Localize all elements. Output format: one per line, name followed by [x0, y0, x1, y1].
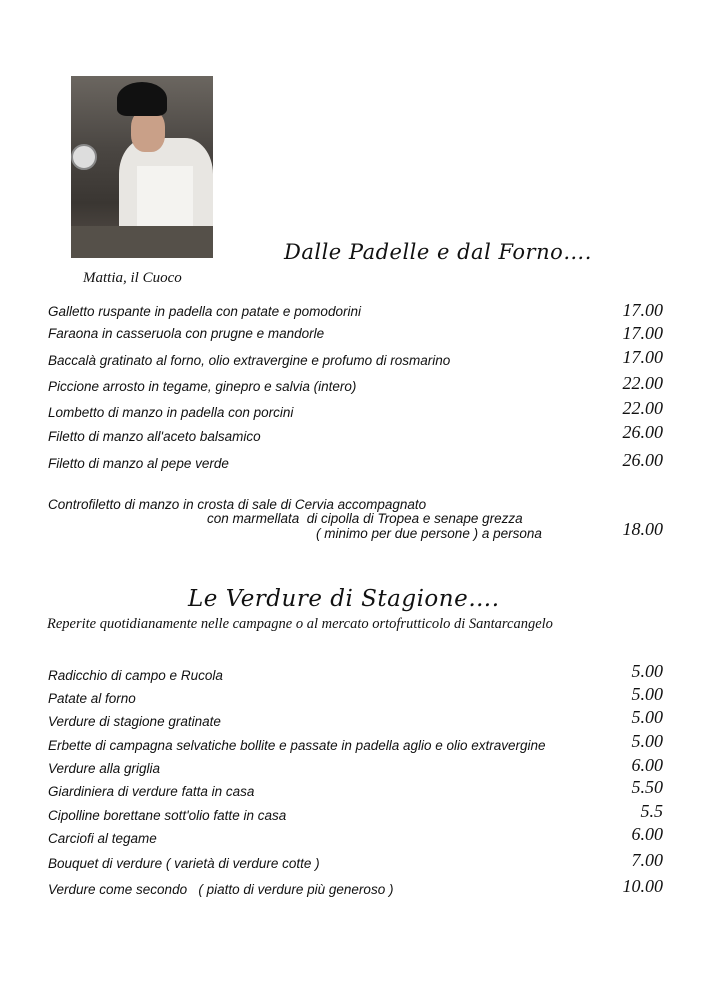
menu-item-price: 5.00 [631, 707, 663, 727]
menu-item-name: Erbette di campagna selvatiche bollite e passate in padella aglio e olio extravergine [48, 738, 546, 753]
menu-item-name: Verdure di stagione gratinate [48, 714, 221, 729]
menu-item-price: 6.00 [631, 824, 663, 844]
menu-item-price: 17.00 [622, 347, 663, 367]
menu-item-name: Verdure alla griglia [48, 761, 161, 776]
menu-item-name: Cipolline borettane sott'olio fatte in casa [48, 808, 287, 823]
menu-item-name: Bouquet di verdure ( varietà di verdure cotte ) [48, 856, 320, 871]
menu-item-name: Radicchio di campo e Rucola [48, 668, 223, 683]
special-line-2: con marmellata di cipolla di Tropea e senape grezza [207, 511, 523, 526]
chef-photo [71, 76, 213, 258]
special-price: 18.00 [622, 519, 663, 539]
menu-item-name: Patate al forno [48, 691, 136, 706]
menu-item-price: 5.00 [631, 731, 663, 751]
menu-item-name: Filetto di manzo al pepe verde [48, 456, 229, 471]
section-title-padelle: Dalle Padelle e dal Forno…. [284, 240, 592, 264]
menu-item-name: Lombetto di manzo in padella con porcini [48, 405, 294, 420]
menu-item-price: 5.5 [640, 801, 663, 821]
menu-item-name: Piccione arrosto in tegame, ginepro e salvia (intero) [48, 379, 357, 394]
menu-item-price: 17.00 [622, 323, 663, 343]
menu-item-price: 5.00 [631, 684, 663, 704]
special-line-3: ( minimo per due persone ) a persona [316, 526, 542, 541]
menu-item-price: 7.00 [631, 850, 663, 870]
section-subtitle: Reperite quotidianamente nelle campagne o al mercato ortofrutticolo di Santarcangelo [47, 616, 553, 632]
menu-item-name: Giardiniera di verdure fatta in casa [48, 784, 255, 799]
menu-item-price: 26.00 [622, 422, 663, 442]
section-title-verdure: Le Verdure di Stagione…. [188, 586, 500, 612]
photo-caption: Mattia, il Cuoco [83, 270, 182, 286]
menu-item-price: 10.00 [622, 876, 663, 896]
menu-item-price: 5.50 [631, 777, 663, 797]
menu-item-price: 6.00 [631, 755, 663, 775]
menu-item-price: 22.00 [622, 373, 663, 393]
special-line-1: Controfiletto di manzo in crosta di sale di Cervia accompagnato [48, 497, 427, 512]
menu-item-price: 22.00 [622, 398, 663, 418]
menu-item-name: Faraona in casseruola con prugne e mandorle [48, 326, 325, 341]
menu-item-name: Filetto di manzo all'aceto balsamico [48, 429, 261, 444]
menu-item-price: 26.00 [622, 450, 663, 470]
menu-item-price: 5.00 [631, 661, 663, 681]
menu-item-name: Galletto ruspante in padella con patate e pomodorini [48, 304, 361, 319]
menu-item-name: Baccalà gratinato al forno, olio extravergine e profumo di rosmarino [48, 353, 451, 368]
menu-item-price: 17.00 [622, 300, 663, 320]
menu-item-name: Carciofi al tegame [48, 831, 157, 846]
menu-item-name: Verdure come secondo ( piatto di verdure più generoso ) [48, 882, 394, 897]
